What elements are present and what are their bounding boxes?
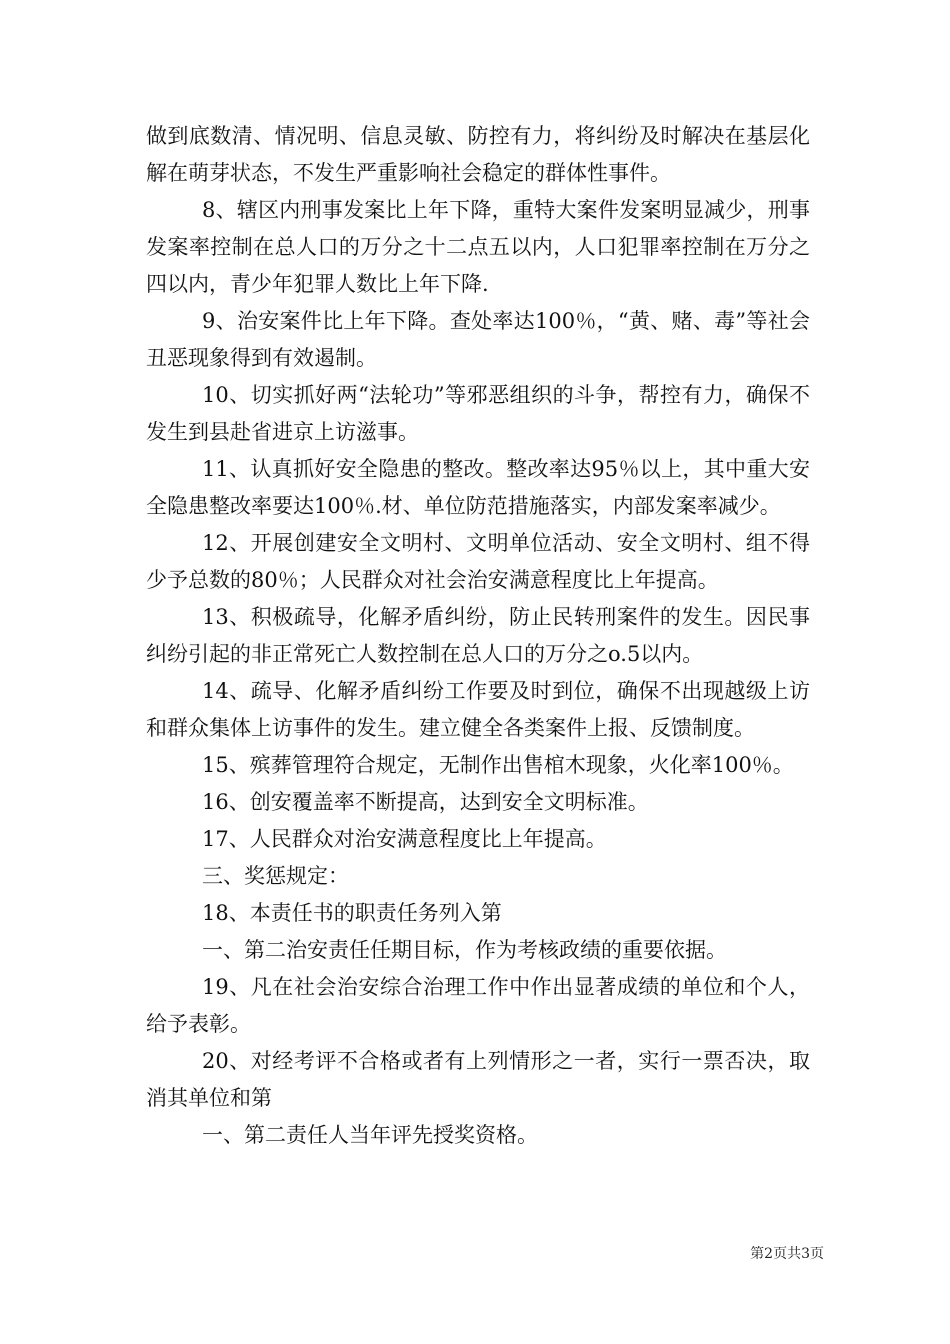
page-number-footer: 第2页共3页 xyxy=(750,1246,824,1262)
section-heading-rewards: 三、奖惩规定： xyxy=(202,864,349,888)
paragraph-8: 8、辖区内刑事发案比上年下降，重特大案件发案明显减少，刑事发案率控制在总人口的万分之十二点五以内，人口犯罪率控制在万分之四以内，青少年犯罪人数比上年下降. xyxy=(146,198,810,296)
paragraph-18: 18、本责任书的职责任务列入第 xyxy=(202,901,502,925)
paragraph-12: 12、开展创建安全文明村、文明单位活动、安全文明村、组不得少予总数的80％；人民群众对社会治安满意程度比上年提高。 xyxy=(146,531,810,592)
paragraph-9: 9、治安案件比上年下降。查处率达100％，“黄、赌、毒”等社会丑恶现象得到有效遏制。 xyxy=(146,309,810,370)
paragraph-14: 14、疏导、化解矛盾纠纷工作要及时到位，确保不出现越级上访和群众集体上访事件的发生。建立健全各类案件上报、反馈制度。 xyxy=(146,679,810,740)
paragraph-11: 11、认真抓好安全隐患的整改。整改率达95％以上，其中重大安全隐患整改率要达100％.材、单位防范措施落实，内部发案率减少。 xyxy=(146,457,810,518)
paragraph-18-continued: 一、第二治安责任任期目标，作为考核政绩的重要依据。 xyxy=(202,938,727,962)
paragraph-20: 20、对经考评不合格或者有上列情形之一者，实行一票否决，取消其单位和第 xyxy=(146,1049,810,1110)
document-body xyxy=(146,118,810,1154)
paragraph-0: 做到底数清、情况明、信息灵敏、防控有力，将纠纷及时解决在基层化解在萌芽状态，不发生严重影响社会稳定的群体性事件。 xyxy=(146,124,810,185)
paragraph-19: 19、凡在社会治安综合治理工作中作出显著成绩的单位和个人，给予表彰。 xyxy=(146,975,810,1036)
paragraph-15: 15、殡葬管理符合规定，无制作出售棺木现象，火化率100％。 xyxy=(202,753,794,777)
paragraph-13: 13、积极疏导，化解矛盾纠纷，防止民转刑案件的发生。因民事纠纷引起的非正常死亡人数控制在总人口的万分之o.5以内。 xyxy=(146,605,810,666)
paragraph-16: 16、创安覆盖率不断提高，达到安全文明标准。 xyxy=(202,790,649,814)
paragraph-20-continued: 一、第二责任人当年评先授奖资格。 xyxy=(202,1123,538,1147)
paragraph-10: 10、切实抓好两“法轮功”等邪恶组织的斗争，帮控有力，确保不发生到县赴省进京上访滋事。 xyxy=(146,383,810,444)
paragraph-17: 17、人民群众对治安满意程度比上年提高。 xyxy=(202,827,607,851)
